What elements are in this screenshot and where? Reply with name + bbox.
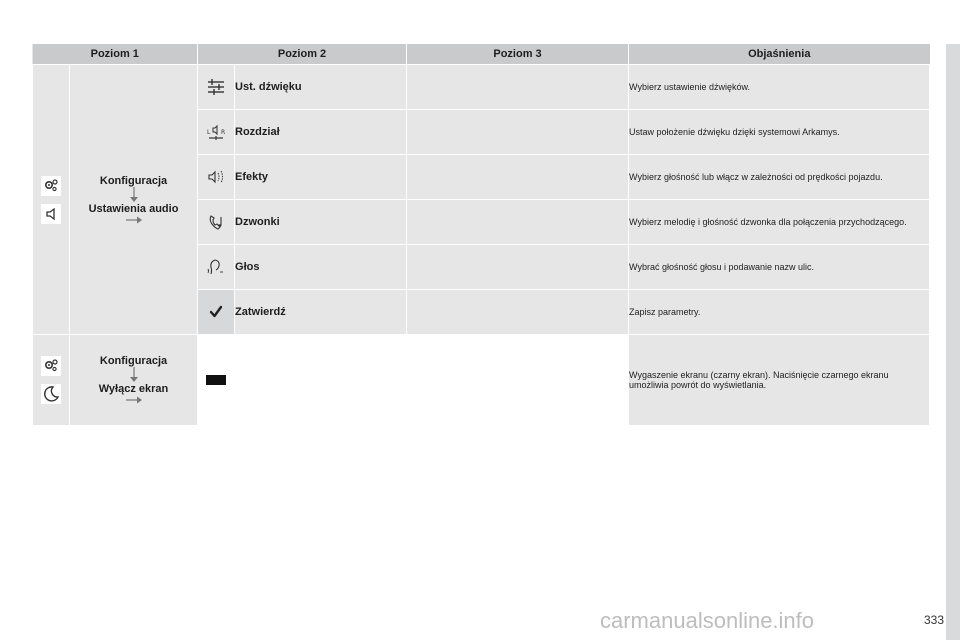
row-description: Wybierz głośność lub włącz w zależności od prędkości pojazdu. xyxy=(629,155,930,200)
settings-icon xyxy=(41,176,61,196)
row-description: Wybierz ustawienie dźwięków. xyxy=(629,65,930,110)
table-row xyxy=(33,335,930,426)
moon-icon xyxy=(41,384,61,404)
row-icon-cell xyxy=(198,290,235,335)
level1-cell xyxy=(33,335,70,426)
level3-cell xyxy=(407,65,629,110)
header-level-3: Poziom 3 xyxy=(407,44,629,65)
row-label: Efekty xyxy=(235,155,407,200)
row-label: Ust. dźwięku xyxy=(235,65,407,110)
level2-cell xyxy=(70,335,198,426)
row-icon-cell xyxy=(198,245,235,290)
row-description: Ustaw położenie dźwięku dzięki systemowi Arkamys. xyxy=(629,110,930,155)
level2-subtitle: Ustawienia audio xyxy=(88,202,179,215)
page-side-tab xyxy=(946,44,960,640)
row-icon-cell xyxy=(198,110,235,155)
level3-cell xyxy=(407,110,629,155)
row-description: Zapisz parametry. xyxy=(629,290,930,335)
ringtone-icon xyxy=(206,212,226,232)
row-label: Zatwierdź xyxy=(235,290,407,335)
checkmark-icon xyxy=(206,302,226,322)
svg-text:R: R xyxy=(221,129,226,136)
level3-cell xyxy=(407,200,629,245)
speaker-icon xyxy=(41,204,61,224)
row-icon-cell xyxy=(198,335,235,426)
header-row xyxy=(33,44,930,65)
voice-icon xyxy=(206,257,226,277)
header-explanations: Objaśnienia xyxy=(629,44,930,65)
level3-cell xyxy=(407,155,629,200)
equalizer-icon xyxy=(206,77,226,97)
svg-text:L: L xyxy=(207,129,211,136)
header-level-2: Poziom 2 xyxy=(198,44,407,65)
row-description: Wybierz melodię i głośność dzwonka dla połączenia przychodzącego. xyxy=(629,200,930,245)
page-number: 333 xyxy=(923,613,944,627)
level2-cell xyxy=(70,65,198,335)
menu-table xyxy=(32,44,930,426)
level3-cell xyxy=(407,245,629,290)
level2-title: Konfiguracja xyxy=(99,174,168,187)
level2-subtitle: Wyłącz ekran xyxy=(98,383,169,395)
arrow-down-icon xyxy=(124,367,144,383)
effects-icon xyxy=(206,167,226,187)
header-level-1: Poziom 1 xyxy=(33,44,198,65)
row-description: Wygaszenie ekranu (czarny ekran). Naciśnięcie czarnego ekranu umożliwia powrót do wyświetlania. xyxy=(629,335,930,426)
row-icon-cell xyxy=(198,65,235,110)
row-label xyxy=(235,335,407,426)
settings-icon xyxy=(41,356,61,376)
arrow-right-icon xyxy=(124,395,144,405)
row-description: Wybrać głośność głosu i podawanie nazw ulic. xyxy=(629,245,930,290)
level2-title: Konfiguracja xyxy=(99,355,168,367)
balance-lr-icon xyxy=(206,122,226,142)
level3-cell xyxy=(407,290,629,335)
row-label: Rozdział xyxy=(235,110,407,155)
arrow-down-icon xyxy=(124,187,144,203)
arrow-right-icon xyxy=(124,215,144,225)
black-screen-icon xyxy=(206,375,226,385)
table-row xyxy=(33,65,930,110)
row-label: Głos xyxy=(235,245,407,290)
level1-cell xyxy=(33,65,70,335)
row-label: Dzwonki xyxy=(235,200,407,245)
level3-cell xyxy=(407,335,629,426)
row-icon-cell xyxy=(198,155,235,200)
watermark: carmanualsonline.info xyxy=(600,608,815,633)
row-icon-cell xyxy=(198,200,235,245)
